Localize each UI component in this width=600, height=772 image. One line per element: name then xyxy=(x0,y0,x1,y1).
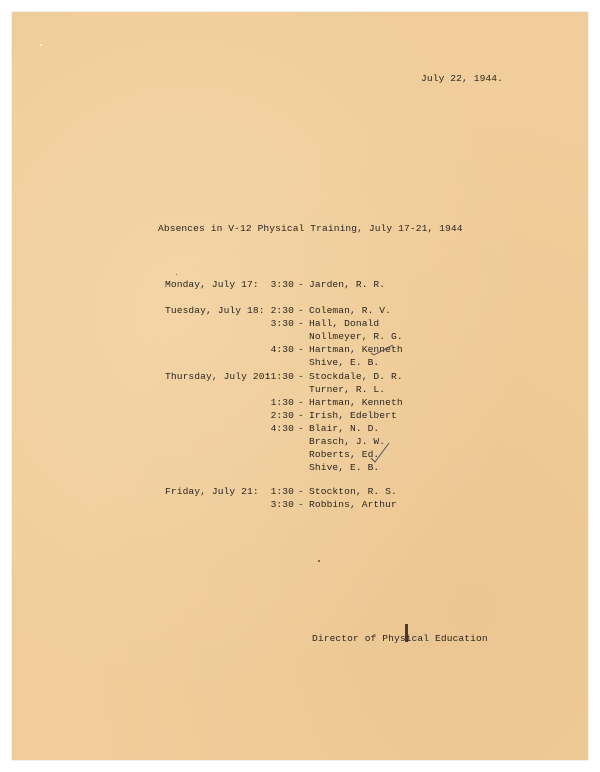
entry-name: Stockton, R. S. xyxy=(309,486,397,497)
entry-name: Hartman, Kenneth xyxy=(309,397,403,408)
day-label-friday: Friday, July 21: xyxy=(165,486,259,497)
entry-dash: - xyxy=(298,423,304,434)
entry-time: 3:30 xyxy=(270,318,294,329)
entry-name: Roberts, Ed. xyxy=(309,449,380,460)
entry-name: Brasch, J. W. xyxy=(309,436,386,447)
entry-time: 4:30 xyxy=(270,344,294,355)
ink-dot xyxy=(318,560,320,562)
entry-time: 4:30 xyxy=(270,423,294,434)
document-date: July 22, 1944. xyxy=(421,73,504,84)
entry-name: Turner, R. L. xyxy=(309,384,386,395)
entry-dash: - xyxy=(298,410,304,421)
entry-dash: - xyxy=(298,279,304,290)
entry-time: 11:30 xyxy=(264,371,294,382)
entry-time: 1:30 xyxy=(270,397,294,408)
checkmark-icon xyxy=(370,344,394,356)
entry-name: Coleman, R. V. xyxy=(309,305,392,316)
day-label-monday: Monday, July 17: xyxy=(165,279,259,290)
entry-dash: - xyxy=(298,318,304,329)
entry-time: 1:30 xyxy=(270,486,294,497)
checkmark-icon xyxy=(369,442,391,464)
day-label-tuesday: Tuesday, July 18: xyxy=(165,305,265,316)
entry-name: Hartman, Kenneth xyxy=(309,344,403,355)
entry-name: Stockdale, D. R. xyxy=(309,371,403,382)
entry-time: 2:30 xyxy=(270,305,294,316)
signature-title: Director of Physical Education xyxy=(312,633,488,644)
entry-name: Jarden, R. R. xyxy=(309,279,386,290)
document-page xyxy=(12,12,588,760)
document-title: Absences in V-12 Physical Training, July 17-21, 1944 xyxy=(158,223,463,234)
entry-name: Shive, E. B. xyxy=(309,462,380,473)
entry-time: 3:30 xyxy=(270,279,294,290)
entry-dash: - xyxy=(298,371,304,382)
entry-name: Blair, N. D. xyxy=(309,423,380,434)
entry-time: 2:30 xyxy=(270,410,294,421)
paper-speck xyxy=(40,44,42,46)
entry-name: Nollmeyer, R. G. xyxy=(309,331,403,342)
day-label-thursday: Thursday, July 20: xyxy=(165,371,271,382)
entry-dash: - xyxy=(298,486,304,497)
entry-dash: - xyxy=(298,305,304,316)
ink-dot xyxy=(176,274,177,275)
entry-name: Shive, E. B. xyxy=(309,357,380,368)
entry-dash: - xyxy=(298,344,304,355)
entry-time: 3:30 xyxy=(270,499,294,510)
entry-name: Robbins, Arthur xyxy=(309,499,397,510)
entry-dash: - xyxy=(298,397,304,408)
entry-name: Irish, Edelbert xyxy=(309,410,397,421)
entry-dash: - xyxy=(298,499,304,510)
entry-name: Hall, Donald xyxy=(309,318,380,329)
